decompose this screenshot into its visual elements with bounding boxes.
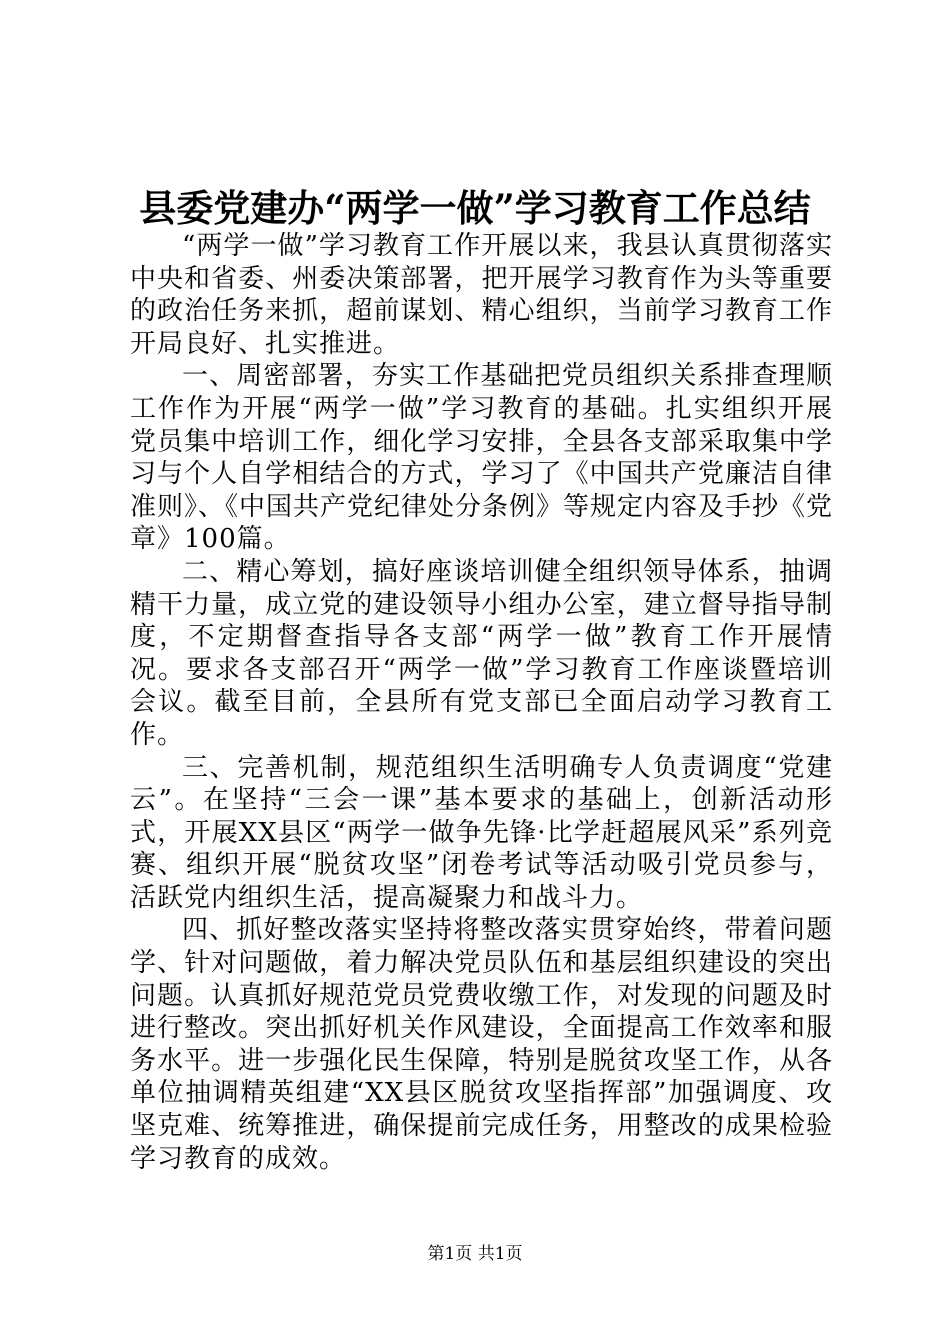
document-body (130, 230, 833, 1175)
section-2-paragraph: 二、精心筹划，搞好座谈培训健全组织领导体系，抽调精干力量，成立党的建设领导小组办公室，建立督导指导制度，不定期督查指导各支部“两学一做”教育工作开展情况。要求各支部召开“两学一做”学习教育工作座谈暨培训会议。截至目前，全县所有党支部已全面启动学习教育工作。 (130, 556, 833, 750)
page-number-footer: 第1页 共1页 (427, 1244, 523, 1264)
document-title: 县委党建办“两学一做”学习教育工作总结 (139, 186, 811, 230)
section-1-paragraph: 一、周密部署，夯实工作基础把党员组织关系排查理顺工作作为开展“两学一做”学习教育的基础。扎实组织开展党员集中培训工作，细化学习安排，全县各支部采取集中学习与个人自学相结合的方式，学习了《中国共产党廉洁自律准则》、《中国共产党纪律处分条例》等规定内容及手抄《党章》100篇。 (130, 361, 834, 555)
section-3-paragraph: 三、完善机制，规范组织生活明确专人负责调度“党建云”。在坚持“三会一课”基本要求的基础上，创新活动形式，开展XX县区“两学一做争先锋·比学赶超展风采”系列竞赛、组织开展“脱贫攻坚”闭卷考试等活动吸引党员参与，活跃党内组织生活，提高凝聚力和战斗力。 (130, 752, 833, 913)
intro-paragraph: “两学一做”学习教育工作开展以来，我县认真贯彻落实中央和省委、州委决策部署，把开展学习教育作为头等重要的政治任务来抓，超前谋划、精心组织，当前学习教育工作开局良好、扎实推进。 (130, 231, 833, 359)
section-4-paragraph: 四、抓好整改落实坚持将整改落实贯穿始终，带着问题学、针对问题做，着力解决党员队伍和基层组织建设的突出问题。认真抓好规范党员党费收缴工作，对发现的问题及时进行整改。突出抓好机关作风建设，全面提高工作效率和服务水平。进一步强化民生保障，特别是脱贫攻坚工作，从各单位抽调精英组建“XX县区脱贫攻坚指挥部”加强调度、攻坚克难、统筹推进，确保提前完成任务，用整改的成果检验学习教育的成效。 (130, 915, 833, 1174)
